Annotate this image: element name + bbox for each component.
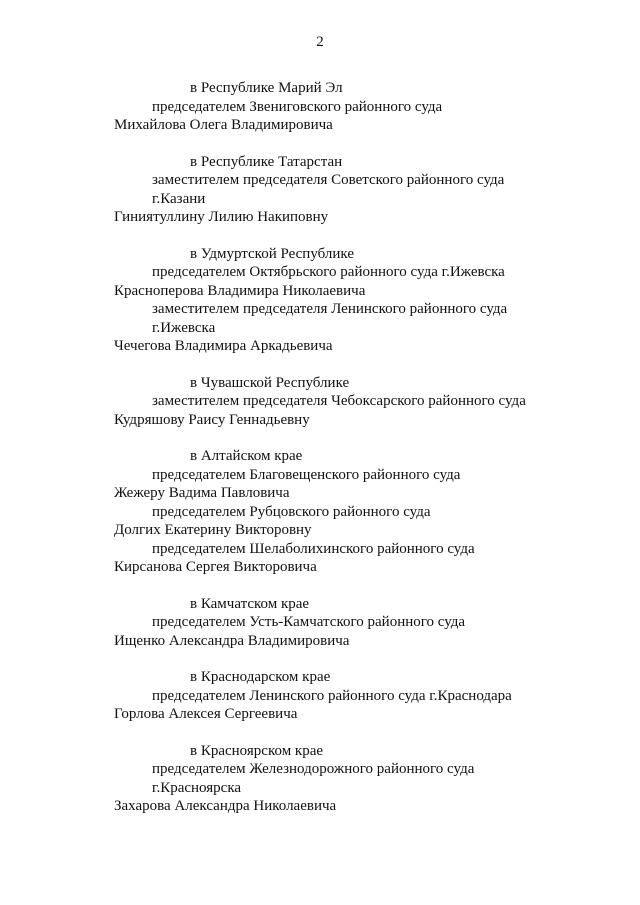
region-block <box>0 153 640 227</box>
appointee-name: Михайлова Олега Владимировича <box>114 117 333 133</box>
region-block <box>0 374 640 430</box>
position-line: председателем Звениговского районного суда <box>152 98 443 115</box>
appointee-name: Красноперова Владимира Николаевича <box>114 282 366 299</box>
position-line: председателем Шелаболихинского районного суда <box>152 540 475 557</box>
appointee-name: Долгих Екатерину Викторовну <box>114 522 312 538</box>
position-line: председателем Железнодорожного районного суда <box>152 761 475 777</box>
region-block <box>0 742 640 816</box>
position-line: г.Ижевска <box>152 319 216 336</box>
region-heading: в Республике Марий Эл <box>190 80 343 96</box>
position-line: председателем Октябрьского районного суда г.Ижевска <box>152 264 505 280</box>
region-block <box>0 447 640 577</box>
appointee-name: Кудряшову Раису Геннадьевну <box>114 411 310 428</box>
appointee-name: Кирсанова Сергея Викторовича <box>114 559 317 575</box>
position-line: председателем Рубцовского районного суда <box>152 503 431 520</box>
region-block <box>0 245 640 356</box>
position-line: заместителем председателя Советского районного суда <box>152 172 505 188</box>
appointee-name: Чечегова Владимира Аркадьевича <box>114 338 333 354</box>
position-line: председателем Благовещенского районного суда <box>152 466 461 483</box>
document-body <box>0 79 640 834</box>
appointee-name: Жежеру Вадима Павловича <box>114 485 290 501</box>
appointee-name: Горлова Алексея Сергеевича <box>114 706 298 722</box>
appointee-name: Ищенко Александра Владимировича <box>114 632 350 649</box>
region-block <box>0 79 640 135</box>
region-heading: в Красноярском крае <box>190 742 324 759</box>
position-line: председателем Ленинского районного суда г.Краснодара <box>152 687 512 704</box>
position-line: заместителем председателя Чебоксарского районного суда <box>152 393 526 409</box>
region-heading: в Чувашской Республике <box>190 374 350 391</box>
position-line: г.Красноярска <box>152 779 242 796</box>
region-heading: в Алтайском крае <box>190 448 303 464</box>
region-heading: в Камчатском крае <box>190 595 310 612</box>
region-block <box>0 668 640 724</box>
region-heading: в Краснодарском крае <box>190 669 331 685</box>
region-block <box>0 595 640 651</box>
region-heading: в Республике Татарстан <box>190 153 343 170</box>
position-line: заместителем председателя Ленинского районного суда <box>152 301 508 317</box>
appointee-name: Захарова Александра Николаевича <box>114 798 337 814</box>
appointee-name: Гиниятуллину Лилию Накиповну <box>114 209 329 225</box>
position-line: г.Казани <box>152 190 206 207</box>
page-number: 2 <box>316 34 324 50</box>
position-line: председателем Усть-Камчатского районного суда <box>152 614 466 630</box>
region-heading: в Удмуртской Республике <box>190 245 354 262</box>
